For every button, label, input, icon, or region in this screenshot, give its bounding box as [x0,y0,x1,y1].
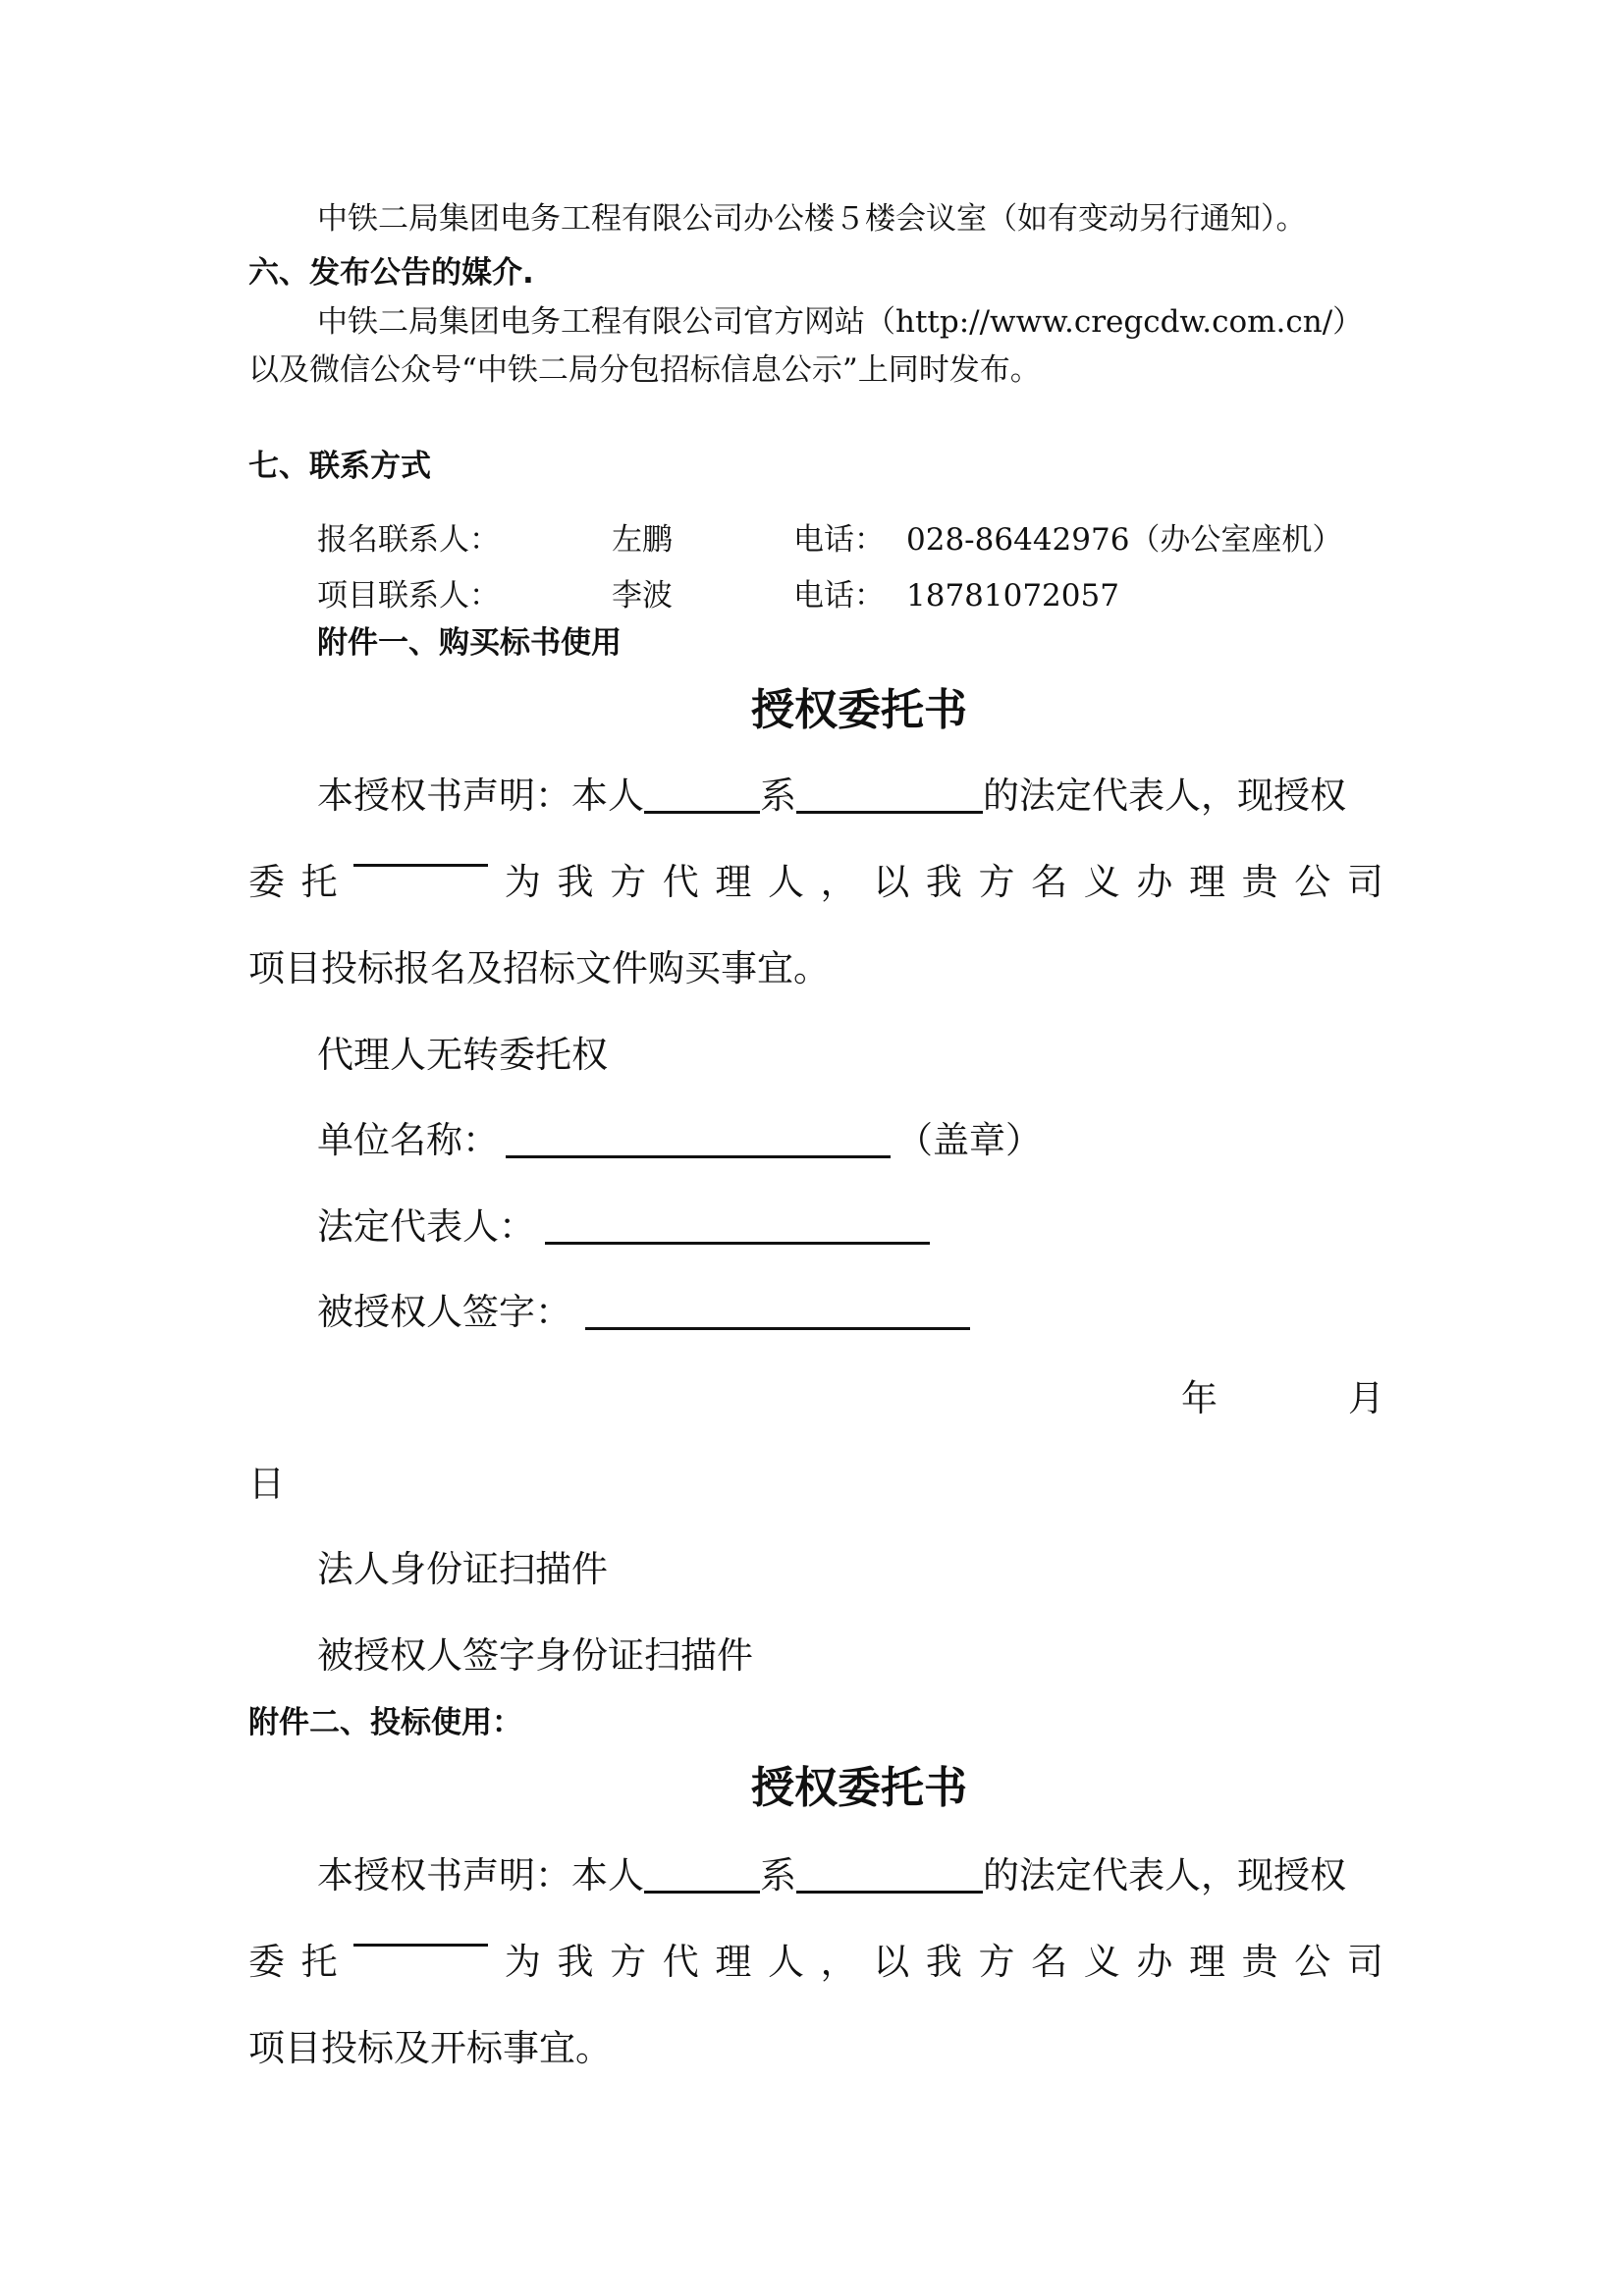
attachment2-paragraph-3: 项目投标及开标事宜。 [248,2027,612,2069]
contact-phone: 028-86442976（办公室座机） [906,522,1343,558]
attachment2-title: 授权委托书 [751,1763,967,1813]
affiliation-word: 系 [760,774,796,817]
attachment1-heading: 附件一、购买标书使用 [317,625,622,661]
affiliation-word: 系 [760,1854,796,1896]
media-line-2: 以及微信公众号“中铁二局分包招标信息公示”上同时发布。 [248,352,1041,388]
legal-id-scan: 法人身份证扫描件 [317,1548,608,1590]
signee-label: 被授权人签字： [317,1291,571,1333]
agent-blank [353,1944,488,1947]
unit-name-label: 单位名称： [317,1119,499,1161]
section7-heading: 七、联系方式 [248,449,431,484]
declaration-prefix: 本授权书声明：本人 [317,774,644,817]
entrust-char-2: 托 [300,861,338,903]
company-blank [796,811,983,814]
attachment1-paragraph-1 [317,774,1346,817]
date-year: 年 [1181,1377,1218,1419]
declaration-suffix: 的法定代表人，现授权 [983,774,1346,817]
contact-phone-label: 电话： [793,578,885,614]
attachment2-heading: 附件二、投标使用： [248,1705,522,1740]
seal-note: （盖章） [896,1119,1042,1161]
attachment1-paragraph-3: 项目投标报名及招标文件购买事宜。 [248,947,830,989]
entrust-char-1: 委 [248,861,285,903]
unit-name-blank [506,1155,891,1158]
attachment1-title: 授权委托书 [751,685,967,735]
agent-blank [353,864,488,867]
contact-name: 左鹏 [612,522,673,558]
legal-rep-blank [545,1242,930,1245]
signee-blank [585,1327,970,1330]
entrust-char-2: 托 [300,1941,338,1983]
venue-text: 中铁二局集团电务工程有限公司办公楼５楼会议室（如有变动另行通知）。 [317,201,1307,237]
media-line-1: 中铁二局集团电务工程有限公司官方网站（http://www.cregcdw.com.cn/） [317,304,1364,340]
attachment2-paragraph-1 [317,1854,1346,1896]
declaration-prefix: 本授权书声明：本人 [317,1854,644,1896]
person-blank [644,811,760,814]
declaration-suffix: 的法定代表人，现授权 [983,1854,1346,1896]
attachment1-paragraph-2: 委 托 为 我 方 代 理 人 ， 以 我 方 名 义 办 理 贵 公 司 [248,861,1383,903]
legal-rep-label: 法定代表人： [317,1205,535,1248]
entrust-char-1: 委 [248,1941,285,1983]
contact-name: 李波 [612,578,673,614]
contact-role: 项目联系人： [317,578,500,614]
contact-phone: 18781072057 [906,578,1119,614]
signee-id-scan: 被授权人签字身份证扫描件 [317,1634,753,1677]
no-sub-delegation: 代理人无转委托权 [317,1034,608,1076]
contact-phone-label: 电话： [793,522,885,558]
attachment2-paragraph-2: 委 托 为 我 方 代 理 人 ， 以 我 方 名 义 办 理 贵 公 司 [248,1941,1383,1983]
contact-role: 报名联系人： [317,522,500,558]
section6-heading: 六、发布公告的媒介. [248,255,534,291]
date-day: 日 [248,1463,285,1505]
person-blank [644,1891,760,1894]
date-month: 月 [1348,1377,1384,1419]
company-blank [796,1891,983,1894]
